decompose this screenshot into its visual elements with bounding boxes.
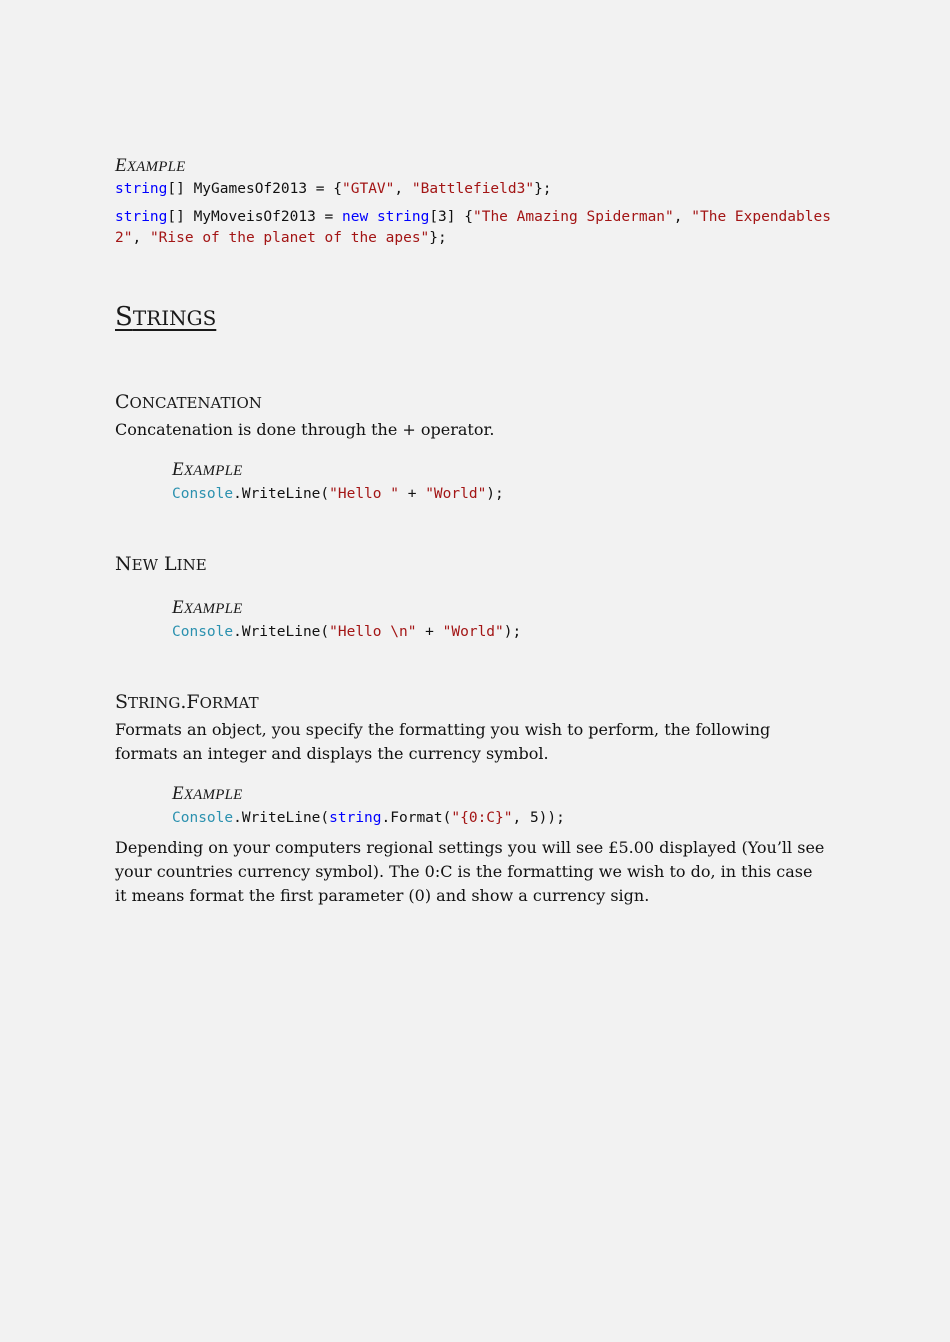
string-format-explanation: Depending on your computers regional settings you will see £5.00 displayed (You’ll see your countries currency symbol). The 0:C is the formatting we wish to do, in this case it means format the first parameter (0) and show a currency sign. — [115, 838, 825, 905]
string-format-heading — [115, 691, 259, 713]
concatenation-example-label-text: EXAMPLE — [172, 459, 243, 480]
code-text — [368, 209, 377, 225]
code-line-movies-array-1 — [115, 209, 831, 225]
new-line-heading — [115, 553, 207, 575]
code-string: "The Expendables — [691, 209, 831, 225]
code-text: .WriteLine( — [233, 810, 330, 826]
code-text: , — [132, 230, 150, 246]
arrays-example-label — [115, 155, 186, 177]
code-text: .Format( — [381, 810, 452, 826]
code-string: 2" — [115, 230, 133, 246]
code-keyword: new — [342, 209, 369, 225]
strings-heading-text: STRINGS — [115, 302, 217, 332]
code-type: Console — [172, 486, 234, 502]
code-text: .WriteLine( — [233, 624, 330, 640]
string-format-example-label — [172, 783, 243, 805]
code-line-games-array — [115, 181, 552, 197]
code-text: [] MyMoveisOf2013 = — [167, 209, 342, 225]
code-keyword: string — [115, 181, 168, 197]
code-text: }; — [429, 230, 447, 246]
code-string: "World" — [442, 624, 504, 640]
code-line-movies-array-2 — [115, 230, 447, 246]
code-keyword: string — [115, 209, 168, 225]
code-text: }; — [534, 181, 552, 197]
code-text: , — [394, 181, 412, 197]
code-text: + — [416, 624, 443, 640]
code-keyword: string — [329, 810, 382, 826]
code-text: ); — [486, 486, 504, 502]
concatenation-body: Concatenation is done through the + operator. — [115, 420, 495, 439]
code-string: "The Amazing Spiderman" — [472, 209, 674, 225]
concatenation-heading-text: CONCATENATION — [115, 391, 262, 413]
code-text: .WriteLine( — [233, 486, 330, 502]
code-string: "Battlefield3" — [411, 181, 535, 197]
new-line-heading-text: NEW LINE — [115, 553, 207, 575]
string-format-example-label-text: EXAMPLE — [172, 783, 243, 804]
code-text: , — [673, 209, 692, 225]
code-type: Console — [172, 810, 234, 826]
code-string: "{0:C}" — [451, 810, 513, 826]
string-format-body: Formats an object, you specify the formatting you wish to perform, the following formats an integer and displays the currency symbol. — [115, 720, 771, 763]
code-text: ); — [503, 624, 522, 640]
code-string: "World" — [425, 486, 487, 502]
code-line-new-line — [172, 624, 521, 640]
code-text: [] MyGamesOf2013 = { — [167, 181, 342, 197]
string-format-heading-text: STRING.FORMAT — [115, 691, 259, 713]
code-string: "Hello \n" — [329, 624, 417, 640]
new-line-example-label — [172, 597, 243, 619]
code-string: "Rise of the planet of the apes" — [149, 230, 430, 246]
new-line-example-label-text: EXAMPLE — [172, 597, 243, 618]
code-type: Console — [172, 624, 234, 640]
concatenation-heading — [115, 391, 262, 413]
concatenation-example-label — [172, 459, 243, 481]
code-line-string-format — [172, 810, 565, 826]
code-keyword: string — [376, 209, 430, 225]
code-text: , 5)); — [512, 810, 565, 826]
code-text: + — [398, 486, 426, 502]
code-line-concatenation — [172, 486, 504, 502]
strings-heading — [115, 302, 216, 332]
code-string: "Hello " — [329, 486, 399, 502]
arrays-example-label-text: EXAMPLE — [115, 155, 186, 176]
code-string: "GTAV" — [342, 181, 395, 197]
code-text: [3] { — [429, 209, 473, 225]
